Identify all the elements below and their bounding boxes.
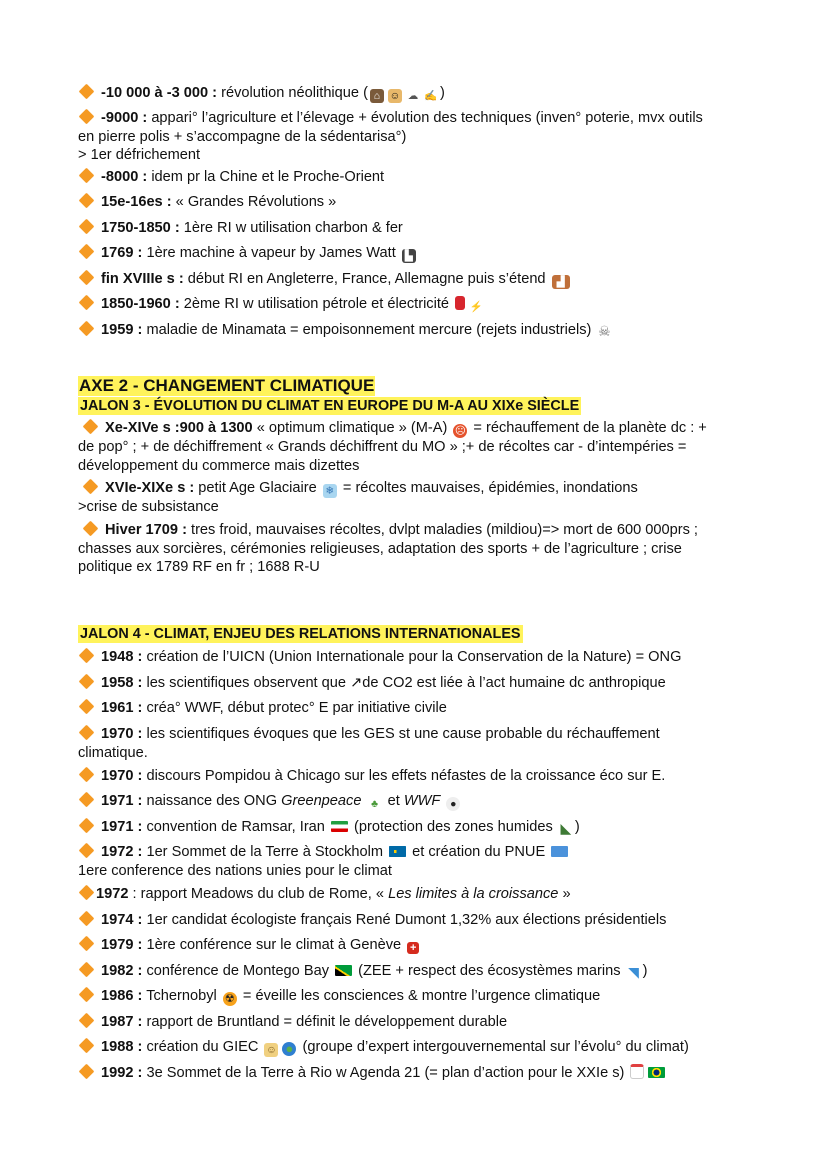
item-text: : rapport Meadows du club de Rome, « [132, 886, 385, 902]
scientist-icon: ☺ [266, 1044, 277, 1056]
diamond-bullet-icon [79, 911, 95, 927]
brazil-flag-icon [648, 1067, 665, 1078]
item-text: convention de Ramsar, Iran [146, 819, 325, 835]
hand-writing-icon: ✍ [424, 90, 438, 102]
list-item [78, 843, 750, 880]
diamond-bullet-icon [79, 1064, 95, 1080]
item-mid: (protection des zones humides [354, 819, 553, 835]
item-text: 1ère conférence sur le climat à Genève [146, 937, 402, 953]
jalon3-heading: JALON 3 - ÉVOLUTION DU CLIMAT EN EUROPE DU M-A AU XIXe SIÈCLE [80, 398, 580, 414]
item-date: 1971 : [101, 793, 143, 809]
item-date: 1992 : [101, 1065, 143, 1081]
item-mid: et création du PNUE [412, 844, 546, 860]
item-date: 1971 : [101, 819, 143, 835]
item-text-line2: de pop° ; + de déchiffrement « Grands déchiffrent du MO » ;+ de récoltes car - d’intempéries = [78, 439, 687, 455]
steam-locomotive-icon: ▙ [402, 249, 416, 263]
diamond-bullet-icon [79, 725, 95, 741]
item-after: » [562, 886, 571, 902]
item-date: 1979 : [101, 937, 143, 953]
item-date: fin XVIIIe s : [101, 271, 184, 287]
item-text: 2ème RI w utilisation pétrole et électricité [183, 296, 450, 312]
list-item [78, 725, 750, 762]
diamond-bullet-icon [79, 244, 95, 260]
list-item [78, 674, 750, 693]
item-date: 1948 : [101, 649, 143, 665]
ice-cube-icon: ❄ [323, 484, 337, 498]
un-flag-icon [551, 846, 568, 857]
list-item [78, 911, 750, 930]
jalon4-heading: JALON 4 - CLIMAT, ENJEU DES RELATIONS INTERNATIONALES [80, 626, 521, 642]
sheep-icon: ☁ [407, 90, 419, 102]
item-text-line3: politique ex 1789 RF en fr ; 1688 R-U [78, 559, 320, 575]
item-text-line3: développement du commerce mais dizettes [78, 457, 360, 474]
item-date: Hiver 1709 : [105, 522, 187, 538]
item-text: 1er Sommet de la Terre à Stockholm [146, 844, 384, 860]
item-date: 1986 : [101, 988, 143, 1004]
diamond-bullet-icon [83, 419, 99, 435]
item-text: « Grandes Révolutions » [175, 194, 337, 210]
diamond-bullet-icon [79, 219, 95, 235]
item-text: révolution néolithique ( [221, 85, 368, 101]
diamond-bullet-icon [79, 962, 95, 978]
item-after: (groupe d’expert intergouvernemental sur l’évolu° du climat) [302, 1039, 689, 1055]
list-item [78, 987, 750, 1006]
item-date: -9000 : [101, 110, 148, 126]
list-item [78, 219, 750, 238]
list-item [78, 295, 750, 314]
crocodile-icon: ◣ [560, 820, 572, 836]
item-text: 1er candidat écologiste français René Dumont 1,32% aux élections présidentiels [146, 912, 667, 928]
item-text: Tchernobyl [146, 988, 217, 1004]
hot-face-icon: ☹ [454, 425, 466, 437]
list-item [78, 244, 750, 263]
list-item [78, 1064, 750, 1083]
item-date: -10 000 à -3 000 : [101, 85, 218, 101]
diamond-bullet-icon [79, 885, 95, 901]
list-item [78, 84, 750, 103]
radioactive-icon: ☢ [223, 992, 237, 1006]
item-date: 1970 : [101, 726, 143, 742]
list-item [78, 699, 750, 718]
diamond-bullet-icon [79, 1038, 95, 1054]
hut-icon: ⌂ [370, 89, 384, 103]
item-text: création du GIEC [146, 1039, 259, 1055]
farmer-icon: ☺ [389, 90, 401, 102]
diamond-bullet-icon [79, 987, 95, 1003]
seedling-icon: ♣ [371, 798, 378, 810]
item-date: Xe-XIVe s :900 à 1300 [105, 420, 253, 436]
list-item [78, 270, 750, 289]
diamond-bullet-icon [79, 295, 95, 311]
item-text: les scientifiques évoques que les GES st une cause probable du réchauffement [146, 726, 660, 742]
item-mid: (ZEE + respect des écosystèmes marins [358, 963, 621, 979]
diamond-bullet-icon [79, 792, 95, 808]
item-text: discours Pompidou à Chicago sur les effets néfastes de la croissance éco sur E. [146, 768, 666, 784]
diamond-bullet-icon [79, 270, 95, 286]
item-date: 1769 : [101, 245, 143, 261]
item-after: ) [574, 819, 580, 835]
item-italic: WWF [403, 793, 441, 809]
diamond-bullet-icon [79, 936, 95, 952]
list-item [78, 109, 750, 165]
item-text: idem pr la Chine et le Proche-Orient [151, 169, 385, 185]
diamond-bullet-icon [79, 818, 95, 834]
list-item [78, 193, 750, 212]
list-item [78, 168, 750, 187]
list-item [78, 818, 750, 837]
list-item [78, 648, 750, 667]
item-text-line2: >crise de subsistance [78, 499, 219, 515]
list-item [78, 321, 750, 340]
diamond-bullet-icon [79, 699, 95, 715]
item-date: 1974 : [101, 912, 143, 928]
diamond-bullet-icon [79, 168, 95, 184]
item-text: 1ère machine à vapeur by James Watt [146, 245, 396, 261]
item-text: appari° l’agriculture et l’élevage + évolution des techniques (inven° poterie, mvx outils [151, 110, 703, 126]
list-item [78, 885, 750, 904]
item-text: les scientifiques observent que ↗de CO2 est liée à l’act humaine dc anthropique [146, 675, 666, 691]
item-italic: Les limites à la croissance [388, 886, 559, 902]
list-item [78, 521, 754, 577]
lightning-icon: ⚡ [469, 301, 483, 313]
item-text: tres froid, mauvaises récoltes, dvlpt maladies (mildiou)=> mort de 600 000prs ; [191, 522, 698, 538]
item-date: 1987 : [101, 1014, 143, 1030]
sweden-flag-icon [389, 846, 406, 857]
calendar-icon [630, 1064, 644, 1079]
item-date: 1970 : [101, 768, 143, 784]
jamaica-flag-icon [335, 965, 352, 976]
switzerland-flag-icon: + [407, 942, 419, 954]
item-text-line2: en pierre polis + s’accompagne de la sédentarisa°) [78, 128, 407, 145]
item-date: 1959 : [101, 322, 143, 338]
diamond-bullet-icon [83, 521, 99, 537]
skull-crossbones-icon: ☠ [598, 323, 611, 339]
item-text: conférence de Montego Bay [146, 963, 329, 979]
item-after: = réchauffement de la planète dc : + [469, 420, 707, 436]
item-after: = éveille les consciences & montre l’urgence climatique [242, 988, 601, 1004]
item-date: 1972 [96, 886, 129, 902]
diamond-bullet-icon [79, 674, 95, 690]
item-text: « optimum climatique » (M-A) [252, 420, 448, 436]
diamond-bullet-icon [79, 109, 95, 125]
list-item [78, 792, 750, 811]
item-date: 1958 : [101, 675, 143, 691]
item-date: 1988 : [101, 1039, 143, 1055]
item-date: 15e-16es : [101, 194, 172, 210]
item-text: maladie de Minamata = empoisonnement mercure (rejets industriels) [146, 322, 592, 338]
item-text: 1ère RI w utilisation charbon & fer [183, 220, 403, 236]
panda-icon: ● [446, 797, 460, 811]
item-text: rapport de Bruntland = définit le développement durable [146, 1014, 508, 1030]
list-item [78, 1013, 750, 1032]
section-heading-axe2: AXE 2 - CHANGEMENT CLIMATIQUE [79, 376, 375, 395]
list-item [78, 479, 754, 517]
item-text: création de l’UICN (Union Internationale pour la Conservation de la Nature) = ONG [146, 649, 682, 665]
list-item [78, 936, 750, 955]
diamond-bullet-icon [79, 843, 95, 859]
diamond-bullet-icon [79, 1013, 95, 1029]
item-mid: et [387, 793, 400, 809]
diamond-bullet-icon [79, 321, 95, 337]
item-date: 1982 : [101, 963, 143, 979]
list-item [78, 419, 754, 475]
item-italic: Greenpeace [281, 793, 362, 809]
item-text: petit Age Glaciaire [198, 480, 317, 496]
factory-icon: ▟ [552, 275, 570, 289]
item-text: début RI en Angleterre, France, Allemagne puis s’étend [187, 271, 546, 287]
item-date: XVIe-XIXe s : [105, 480, 195, 496]
item-text: 3e Sommet de la Terre à Rio w Agenda 21 (= plan d’action pour le XXIe s) [146, 1065, 625, 1081]
item-date: 1750-1850 : [101, 220, 180, 236]
item-text-line2: chasses aux sorcières, cérémonies religieuses, adaptation des sports + de l’agriculture ; crise [78, 540, 682, 557]
item-after: ) [439, 85, 445, 101]
item-text-line2: 1ere conference des nations unies pour le climat [78, 862, 392, 879]
diamond-bullet-icon [79, 648, 95, 664]
item-date: 1850-1960 : [101, 296, 180, 312]
diamond-bullet-icon [79, 767, 95, 783]
item-text-line2: climatique. [78, 744, 148, 761]
list-item [78, 962, 750, 981]
list-item [78, 767, 750, 786]
item-text-line3: > 1er défrichement [78, 147, 201, 163]
diamond-bullet-icon [79, 84, 95, 100]
diamond-bullet-icon [79, 193, 95, 209]
globe-icon: ● [282, 1042, 296, 1056]
list-item [78, 1038, 750, 1057]
diamond-bullet-icon [83, 479, 99, 495]
iran-flag-icon [331, 821, 348, 832]
item-after: ) [642, 963, 648, 979]
item-after: = récoltes mauvaises, épidémies, inondations [338, 480, 638, 496]
item-date: 1972 : [101, 844, 143, 860]
item-text: naissance des ONG [146, 793, 278, 809]
fuel-pump-icon [455, 296, 465, 310]
dolphin-icon: ◥ [628, 964, 639, 980]
item-text: créa° WWF, début protec° E par initiative civile [146, 700, 447, 716]
item-date: -8000 : [101, 169, 148, 185]
item-date: 1961 : [101, 700, 143, 716]
